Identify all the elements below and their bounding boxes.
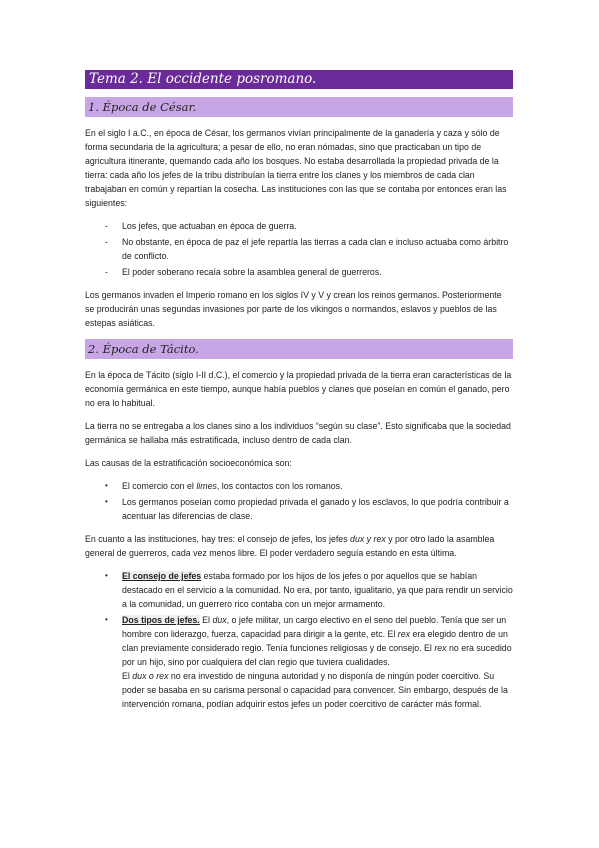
section-heading-tacito: 2. Época de Tácito. xyxy=(85,339,513,359)
paragraph-tacito-land: La tierra no se entregaba a los clanes sino a los individuos “según su clase”. Esto significaba que la sociedad germánica se hallaba más estratificada, incluso dentro de cada clan. xyxy=(85,421,511,445)
list-item xyxy=(85,495,513,523)
paragraph-institutions xyxy=(85,532,513,560)
cause-emphasis: limes xyxy=(196,481,217,491)
list-stratification-causes xyxy=(85,479,513,523)
term-dos-tipos-de-jefes: Dos tipos de jefes. xyxy=(122,615,200,625)
text: El xyxy=(199,615,213,625)
paragraph-cesar-intro: En el siglo I a.C., en época de César, los germanos vivían principalmente de la ganadería y caza y sólo de forma secundaria de la agricultura; a pesar de ello, no eran nómadas, sino que practicaban un tipo de agricultura itinerante, quemando cada año los bosques. No estaba desarrollada la propiedad privada de la tierra: cada año los jefes de la tribu distribuían la tierra entre los clanes y los miembros de cada clan trabajaban en común y repartían la cosecha. Las instituciones con las que se contaba por entonces eran las siguientes: xyxy=(85,128,507,208)
list-item-jefes xyxy=(85,613,513,711)
text: y por otro lado la asamblea general de guerreros, cada vez menos libre. El poder verdadero seguía estando en esta última. xyxy=(85,534,495,558)
text: En cuanto a las instituciones, hay tres: el consejo de jefes, los jefes xyxy=(85,534,351,544)
text: El xyxy=(122,671,133,681)
cause-text: , los contactos con los romanos. xyxy=(216,481,343,491)
list-item-text: Los jefes, que actuaban en época de guerra. xyxy=(122,221,297,231)
list-institutions-tacito xyxy=(85,569,513,711)
dash-marker: - xyxy=(105,237,108,247)
list-item xyxy=(85,479,513,493)
document-title: Tema 2. El occidente posromano. xyxy=(85,70,513,89)
bullet-marker: • xyxy=(105,571,108,580)
emphasis: dux y rex xyxy=(350,534,386,544)
bullet-marker: • xyxy=(105,497,108,506)
paragraph-tacito-economy: En la época de Tácito (siglo I-II d.C.), el comercio y la propiedad privada de la tierra eran características de la economía germánica en este tiempo, aunque había pueblos y clanes que poseían en común el ganado, pero no era lo habitual. xyxy=(85,370,512,408)
paragraph-stratification-causes: Las causas de la estratificación socioeconómica son: xyxy=(85,458,292,468)
text: no era sucedido por un hijo, sino por cualquiera del clan regio que tuviera cualidades. xyxy=(122,643,512,667)
emphasis-dux: dux xyxy=(212,615,227,625)
dash-marker: - xyxy=(105,221,108,231)
emphasis-rex: rex xyxy=(397,629,411,639)
cause-text: Los germanos poseían como propiedad privada el ganado y los esclavos, lo que podría contribuir a acentuar las diferencias de clase. xyxy=(122,497,509,521)
list-item xyxy=(85,219,513,233)
jefes-extra-paragraph xyxy=(122,669,513,711)
term-consejo-de-jefes: El consejo de jefes xyxy=(122,571,202,581)
page-content xyxy=(85,70,513,713)
list-institutions-cesar xyxy=(85,219,513,279)
list-item xyxy=(85,235,513,263)
dash-marker: - xyxy=(105,267,108,277)
list-item xyxy=(85,265,513,279)
list-item-text: El poder soberano recaía sobre la asamblea general de guerreros. xyxy=(122,267,382,277)
section-heading-cesar: 1. Época de César. xyxy=(85,97,513,117)
emphasis-rex: rex xyxy=(434,643,447,653)
paragraph-invasions: Los germanos invaden el Imperio romano en los siglos IV y V y crean los reinos germanos. Posteriormente se producirán unas segundas invasiones por parte de los vikingos o normandos, eslavos y pueblos de las estepas asiáticas. xyxy=(85,290,502,328)
emphasis-dux-o-rex: dux o rex xyxy=(132,671,169,681)
cause-text: El comercio con el xyxy=(122,481,197,491)
bullet-marker: • xyxy=(105,615,108,624)
bullet-marker: • xyxy=(105,481,108,490)
term-description: estaba formado por los hijos de los jefes o por aquellos que se habían destacado en el servicio a la comunidad. No era, por tanto, igualitario, ya que para rendir un servicio a la comunidad, un guerrero rico contaba con un mejor armamento. xyxy=(122,571,513,609)
text: era elegido dentro de un clan previamente considerado regio. Tenía funciones religiosas y de consejo. El xyxy=(122,629,508,653)
text: no era investido de ninguna autoridad y no disponía de ningún poder coercitivo. Su poder se basaba en su carisma personal o capacidad para convencer. Sin embargo, después de la intervención romana, podían adquirir estos jefes un poder coercitivo de carácter más formal. xyxy=(122,671,508,709)
text: , o jefe militar, un cargo electivo en el seno del pueblo. Tenía que ser un hombre con liderazgo, fuerza, capacidad para dirigir a la gente, etc. El xyxy=(122,615,507,639)
list-item-consejo xyxy=(85,569,513,611)
list-item-text: No obstante, en época de paz el jefe repartía las tierras a cada clan e incluso actuaba como árbitro de conflicto. xyxy=(122,237,509,261)
